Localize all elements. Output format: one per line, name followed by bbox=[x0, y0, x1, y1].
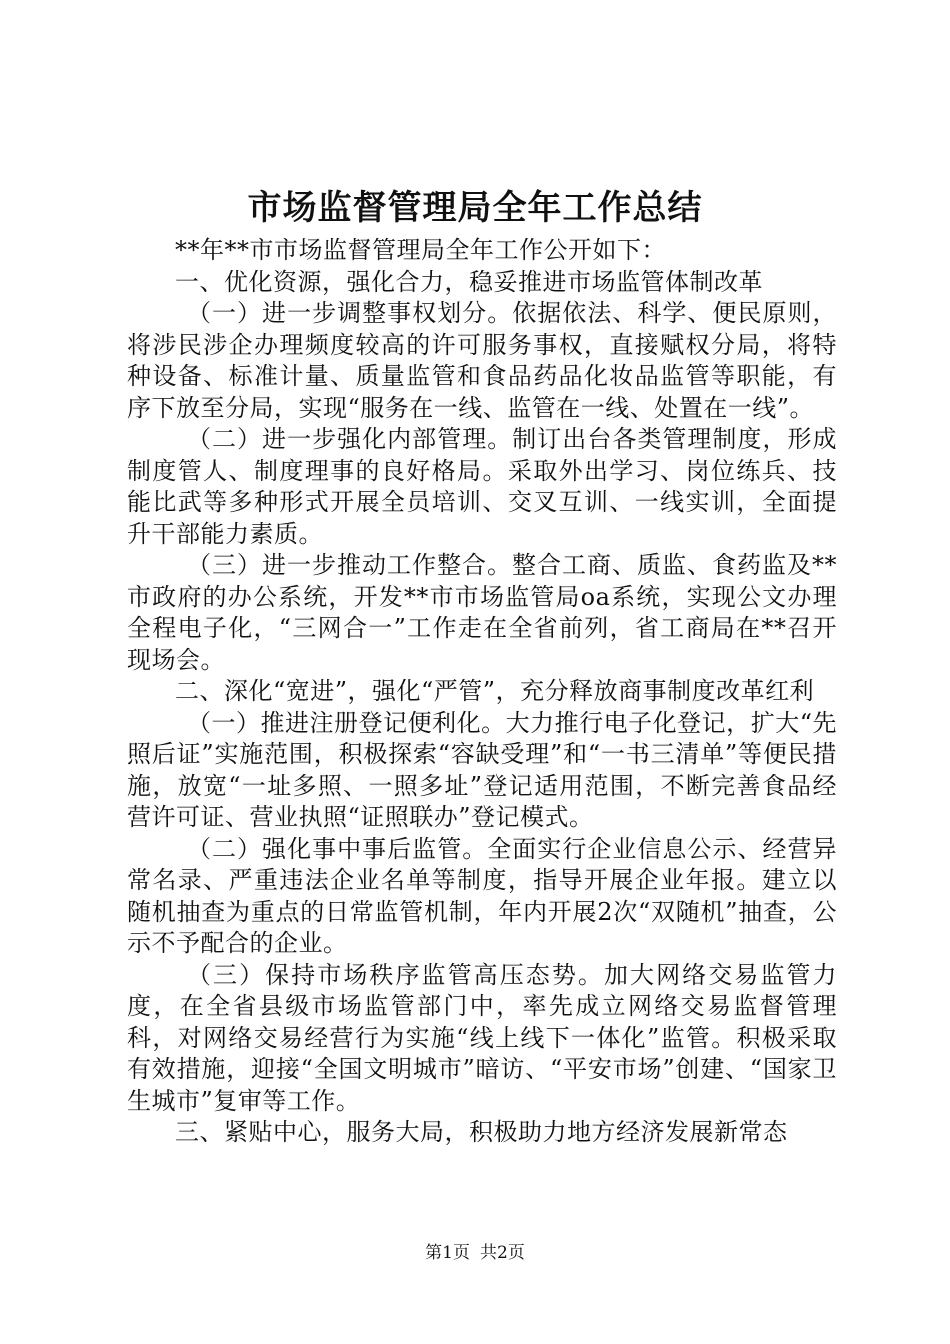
document-title: 市场监督管理局全年工作总结 bbox=[247, 188, 703, 228]
page-number: 第1页 bbox=[425, 1243, 470, 1263]
intro-paragraph: **年**市市场监督管理局全年工作公开如下： bbox=[175, 236, 666, 264]
document-body bbox=[127, 235, 837, 1149]
section-heading: 三、紧贴中心，服务大局，积极助力地方经济发展新常态 bbox=[175, 1118, 788, 1146]
body-paragraph: （三）保持市场秩序监管高压态势。加大网络交易监管力度，在全省县级市场监管部门中，率先成立网络交易监督管理科，对网络交易经营行为实施“线上线下一体化”监管。积极采取有效措施，迎接“全国文明城市”暗访、“平安市场”创建、“国家卫生城市”复审等工作。 bbox=[127, 960, 837, 1115]
section-heading: 二、深化“宽进”，强化“严管”，充分释放商事制度改革红利 bbox=[175, 677, 815, 705]
page-footer bbox=[0, 1241, 950, 1265]
body-paragraph: （二）强化事中事后监管。全面实行企业信息公示、经营异常名录、严重违法企业名单等制度，指导开展企业年报。建立以随机抽查为重点的日常监管机制，年内开展2次“双随机”抽查，公示不予配合的企业。 bbox=[127, 834, 837, 957]
page-total: 共2页 bbox=[480, 1243, 525, 1263]
body-paragraph: （一）进一步调整事权划分。依据依法、科学、便民原则，将涉民涉企办理频度较高的许可服务事权，直接赋权分局，将特种设备、标准计量、质量监管和食品药品化妆品监管等职能，有序下放至分局，实现“服务在一线、监管在一线、处置在一线”。 bbox=[127, 299, 837, 422]
body-paragraph: （三）进一步推动工作整合。整合工商、质监、食药监及**市政府的办公系统，开发**市市场监管局oa系统，实现公文办理全程电子化，“三网合一”工作走在全省前列，省工商局在**召开现场会。 bbox=[127, 551, 837, 674]
body-paragraph: （一）推进注册登记便利化。大力推行电子化登记，扩大“先照后证”实施范围，积极探索“容缺受理”和“一书三清单”等便民措施，放宽“一址多照、一照多址”登记适用范围，不断完善食品经营许可证、营业执照“证照联办”登记模式。 bbox=[127, 708, 837, 831]
section-heading: 一、优化资源，强化合力，稳妥推进市场监管体制改革 bbox=[175, 267, 763, 296]
body-paragraph: （二）进一步强化内部管理。制订出台各类管理制度，形成制度管人、制度理事的良好格局。采取外出学习、岗位练兵、技能比武等多种形式开展全员培训、交叉互训、一线实训，全面提升干部能力素质。 bbox=[127, 425, 837, 548]
